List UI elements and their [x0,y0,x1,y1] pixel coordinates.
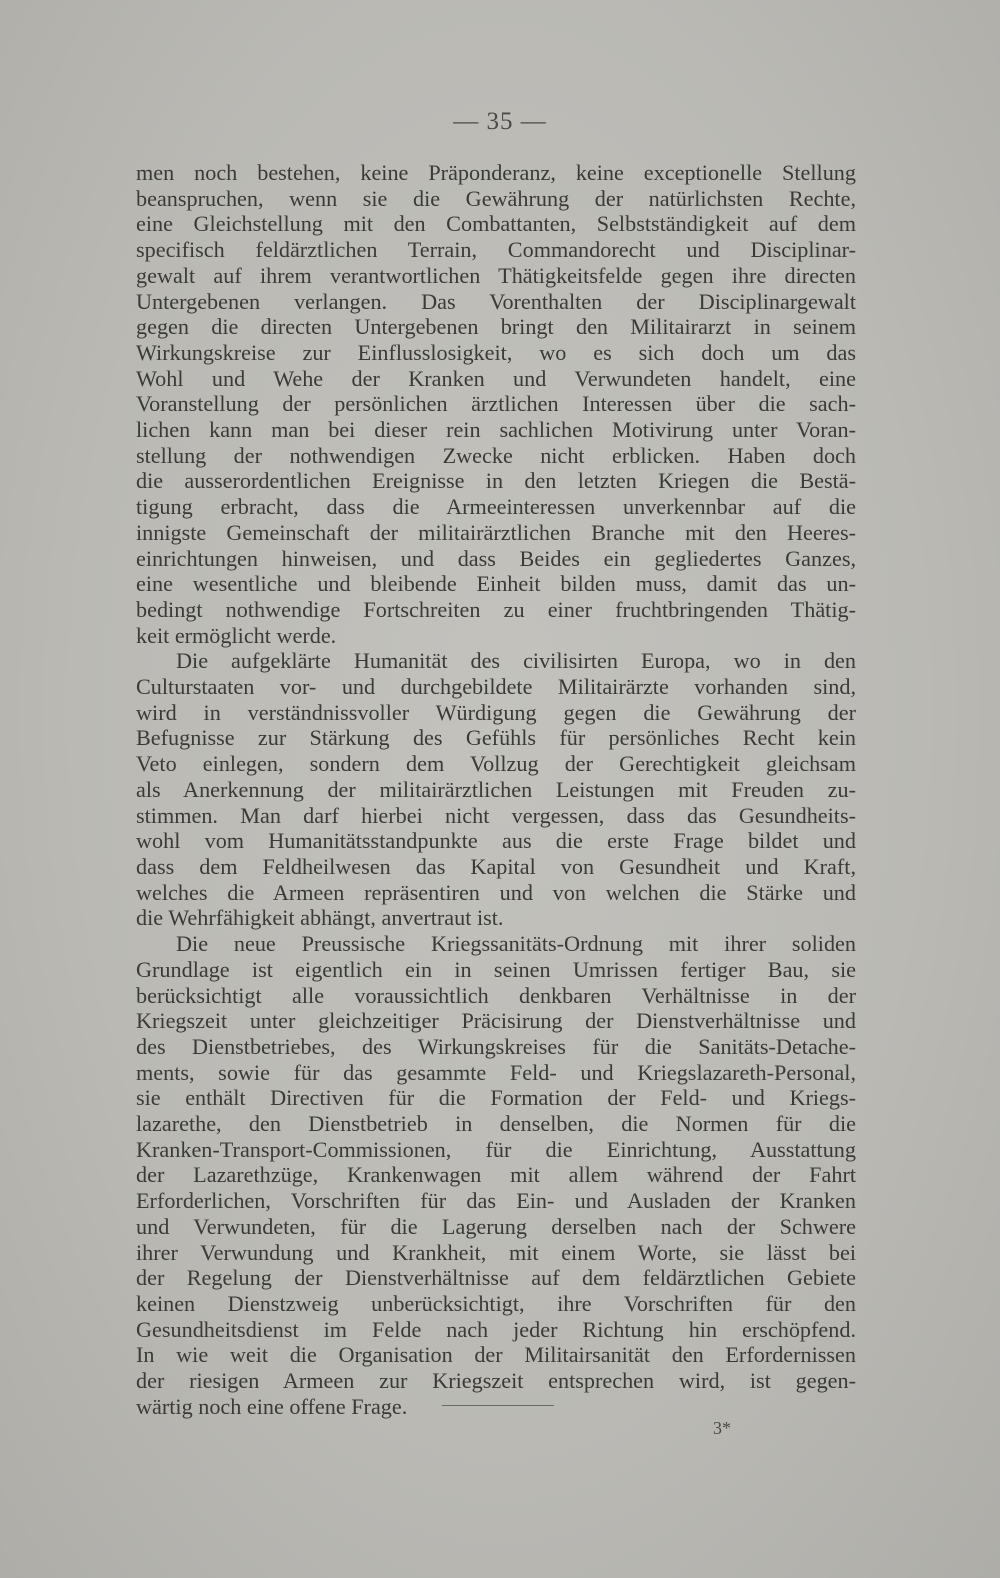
signature-mark: 3* [713,1418,731,1438]
text-line: lichen kann man bei dieser rein sachlichen Motivirung unter Voran- [136,417,856,443]
text-line: Voranstellung der persönlichen ärztlichen Interessen über die sach- [136,391,856,417]
text-line: der Regelung der Dienstverhältnisse auf dem feldärztlichen Gebiete [136,1265,856,1291]
text-line: Untergebenen verlangen. Das Vorenthalten der Disciplinargewalt [136,288,856,314]
text-line: einrichtungen hinweisen, und dass Beides ein gegliedertes Ganzes, [136,545,856,571]
page-number: — 35 — [453,108,547,135]
text-line: dass dem Feldheilwesen das Kapital von Gesundheit und Kraft, [136,853,856,879]
text-line: der riesigen Armeen zur Kriegszeit entsprechen wird, ist gegen- [136,1368,856,1394]
text-line: keinen Dienstzweig unberücksichtigt, ihre Vorschriften für den [136,1290,856,1316]
text-line: Grundlage ist eigentlich ein in seinen Umrissen fertiger Bau, sie [136,956,856,982]
text-line: Erforderlichen, Vorschriften für das Ein- und Ausladen der Kranken [136,1188,856,1214]
text-line: Kranken-Transport-Commissionen, für die Einrichtung, Ausstattung [136,1136,856,1162]
text-line: Gesundheitsdienst im Felde nach jeder Richtung hin erschöpfend. [136,1316,856,1342]
section-divider [442,1405,554,1406]
text-line: gegen die directen Untergebenen bringt den Militairarzt in seinem [136,314,856,340]
text-line: Wirkungskreise zur Einflusslosigkeit, wo es sich doch um das [136,339,856,365]
text-line: In wie weit die Organisation der Militairsanität den Erfordernissen [136,1342,856,1368]
text-line: als Anerkennung der militairärztlichen Leistungen mit Freuden zu- [136,776,856,802]
text-line: innigste Gemeinschaft der militairärztlichen Branche mit den Heeres- [136,519,856,545]
text-line: Kriegszeit unter gleichzeitiger Präcisirung der Dienstverhältnisse und [136,1008,856,1034]
text-line: berücksichtigt alle voraussichtlich denkbaren Verhältnisse in der [136,982,856,1008]
text-line: die ausserordentlichen Ereignisse in den letzten Kriegen die Bestä- [136,468,856,494]
text-line: men noch bestehen, keine Präponderanz, keine exceptionelle Stellung [136,160,856,185]
text-line: bedingt nothwendige Fortschreiten zu einer fruchtbringenden Thätig- [136,596,856,622]
text-line: des Dienstbetriebes, des Wirkungskreises für die Sanitäts-Detache- [136,1033,856,1059]
paragraph-end-line: wärtig noch eine offene Frage. [136,1393,408,1419]
text-line: wohl vom Humanitätsstandpunkte aus die erste Frage bildet und [136,828,856,854]
text-line: ihrer Verwundung und Krankheit, mit einem Worte, sie lässt bei [136,1239,856,1265]
text-line: Befugnisse zur Stärkung des Gefühls für persönliches Recht kein [136,725,856,751]
text-line: ments, sowie für das gesammte Feld- und Kriegslazareth-Personal, [136,1059,856,1085]
text-line: Culturstaaten vor- und durchgebildete Militairärzte vorhanden sind, [136,674,856,700]
text-line: eine Gleichstellung mit den Combattanten, Selbstständigkeit auf dem [136,211,856,237]
paragraph-first-line: Die aufgeklärte Humanität des civilisirten Europa, wo in den [176,648,856,674]
paragraph-first-line: Die neue Preussische Kriegssanitäts-Ordnung mit ihrer soliden [176,931,856,957]
text-line: tigung erbracht, dass die Armeeinteressen unverkennbar auf die [136,494,856,520]
text-line: und Verwundeten, für die Lagerung derselben nach der Schwere [136,1213,856,1239]
text-line: welches die Armeen repräsentiren und von welchen die Stärke und [136,879,856,905]
body-text [136,160,856,1419]
paragraph-end-line: keit ermöglicht werde. [136,622,337,648]
text-line: Wohl und Wehe der Kranken und Verwundeten handelt, eine [136,365,856,391]
paragraph-end-line: die Wehrfähigkeit abhängt, anvertraut ist. [136,905,504,931]
text-line: beanspruchen, wenn sie die Gewährung der natürlichsten Rechte, [136,185,856,211]
text-line: eine wesentliche und bleibende Einheit bilden muss, damit das un- [136,571,856,597]
text-line: sie enthält Directiven für die Formation der Feld- und Kriegs- [136,1085,856,1111]
text-line: lazarethe, den Dienstbetrieb in denselben, die Normen für die [136,1111,856,1137]
text-line: stimmen. Man darf hierbei nicht vergessen, dass das Gesundheits- [136,802,856,828]
text-line: Veto einlegen, sondern dem Vollzug der Gerechtigkeit gleichsam [136,751,856,777]
text-line: specifisch feldärztlichen Terrain, Commandorecht und Disciplinar- [136,237,856,263]
text-line: gewalt auf ihrem verantwortlichen Thätigkeitsfelde gegen ihre directen [136,262,856,288]
text-line: stellung der nothwendigen Zwecke nicht erblicken. Haben doch [136,442,856,468]
text-line: der Lazarethzüge, Krankenwagen mit allem während der Fahrt [136,1162,856,1188]
text-line: wird in verständnissvoller Würdigung gegen die Gewährung der [136,699,856,725]
